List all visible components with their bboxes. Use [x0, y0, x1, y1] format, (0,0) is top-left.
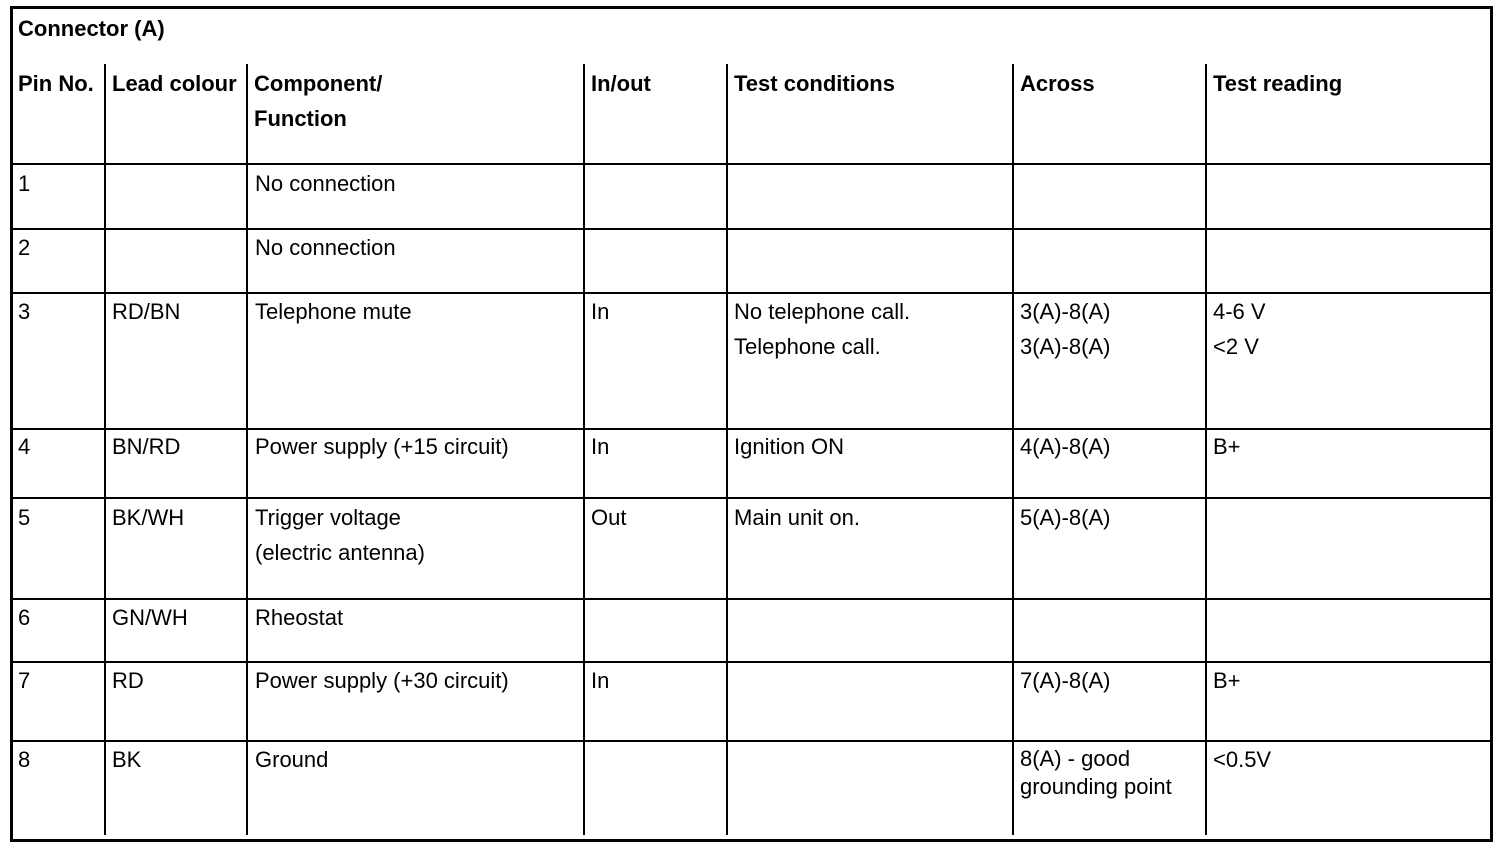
cell-pin: 5	[18, 505, 31, 530]
cell-component: No connection	[255, 171, 396, 196]
cell-pin: 8	[18, 747, 31, 772]
cell-lead-colour: GN/WH	[112, 605, 188, 630]
cell-test-reading: B+	[1213, 434, 1241, 459]
cell-lead-colour: RD/BN	[112, 299, 181, 324]
row-divider	[13, 497, 1490, 499]
cell-test-conditions: Ignition ON	[734, 434, 845, 459]
cell-pin: 2	[18, 235, 31, 260]
cell-component: Power supply (+30 circuit)	[255, 668, 509, 693]
cell-in-out: In	[591, 668, 610, 693]
table-caption: Connector (A)	[18, 16, 165, 41]
column-divider	[726, 64, 728, 835]
cell-in-out: In	[591, 434, 610, 459]
cell-component: Ground	[255, 747, 329, 772]
cell-in-out: Out	[591, 505, 627, 530]
header-pin-no: Pin No.	[18, 71, 94, 96]
cell-across: 3(A)-8(A) 3(A)-8(A)	[1020, 299, 1111, 359]
header-bottom-rule	[13, 163, 1490, 165]
cell-test-reading: <0.5V	[1213, 747, 1272, 772]
cell-lead-colour: BK	[112, 747, 142, 772]
cell-pin: 3	[18, 299, 31, 324]
cell-across: 8(A) - good grounding point	[1020, 746, 1172, 799]
column-divider	[1205, 64, 1207, 835]
header-in-out: In/out	[591, 71, 651, 96]
cell-across: 5(A)-8(A)	[1020, 505, 1111, 530]
column-divider	[583, 64, 585, 835]
cell-component: Power supply (+15 circuit)	[255, 434, 509, 459]
cell-lead-colour: BK/WH	[112, 505, 185, 530]
cell-test-reading: B+	[1213, 668, 1241, 693]
header-across: Across	[1020, 71, 1095, 96]
column-divider	[246, 64, 248, 835]
row-divider	[13, 228, 1490, 230]
header-component-function: Component/ Function	[254, 71, 383, 131]
cell-across: 4(A)-8(A)	[1020, 434, 1111, 459]
cell-component: Trigger voltage (electric antenna)	[255, 505, 425, 565]
header-test-reading: Test reading	[1213, 71, 1343, 96]
cell-lead-colour: BN/RD	[112, 434, 181, 459]
cell-pin: 4	[18, 434, 31, 459]
connector-table	[10, 6, 1493, 842]
cell-component: Rheostat	[255, 605, 344, 630]
header-test-conditions: Test conditions	[734, 71, 895, 96]
column-divider	[104, 64, 106, 835]
cell-pin: 7	[18, 668, 31, 693]
cell-across: 7(A)-8(A)	[1020, 668, 1111, 693]
column-divider	[1012, 64, 1014, 835]
cell-pin: 6	[18, 605, 31, 630]
cell-test-conditions: Main unit on.	[734, 505, 860, 530]
cell-component: No connection	[255, 235, 396, 260]
header-lead-colour: Lead colour	[112, 71, 237, 96]
cell-test-conditions: No telephone call. Telephone call.	[734, 299, 911, 359]
cell-test-reading: 4-6 V <2 V	[1213, 299, 1266, 359]
cell-in-out: In	[591, 299, 610, 324]
cell-component: Telephone mute	[255, 299, 412, 324]
cell-lead-colour: RD	[112, 668, 144, 693]
cell-pin: 1	[18, 171, 31, 196]
